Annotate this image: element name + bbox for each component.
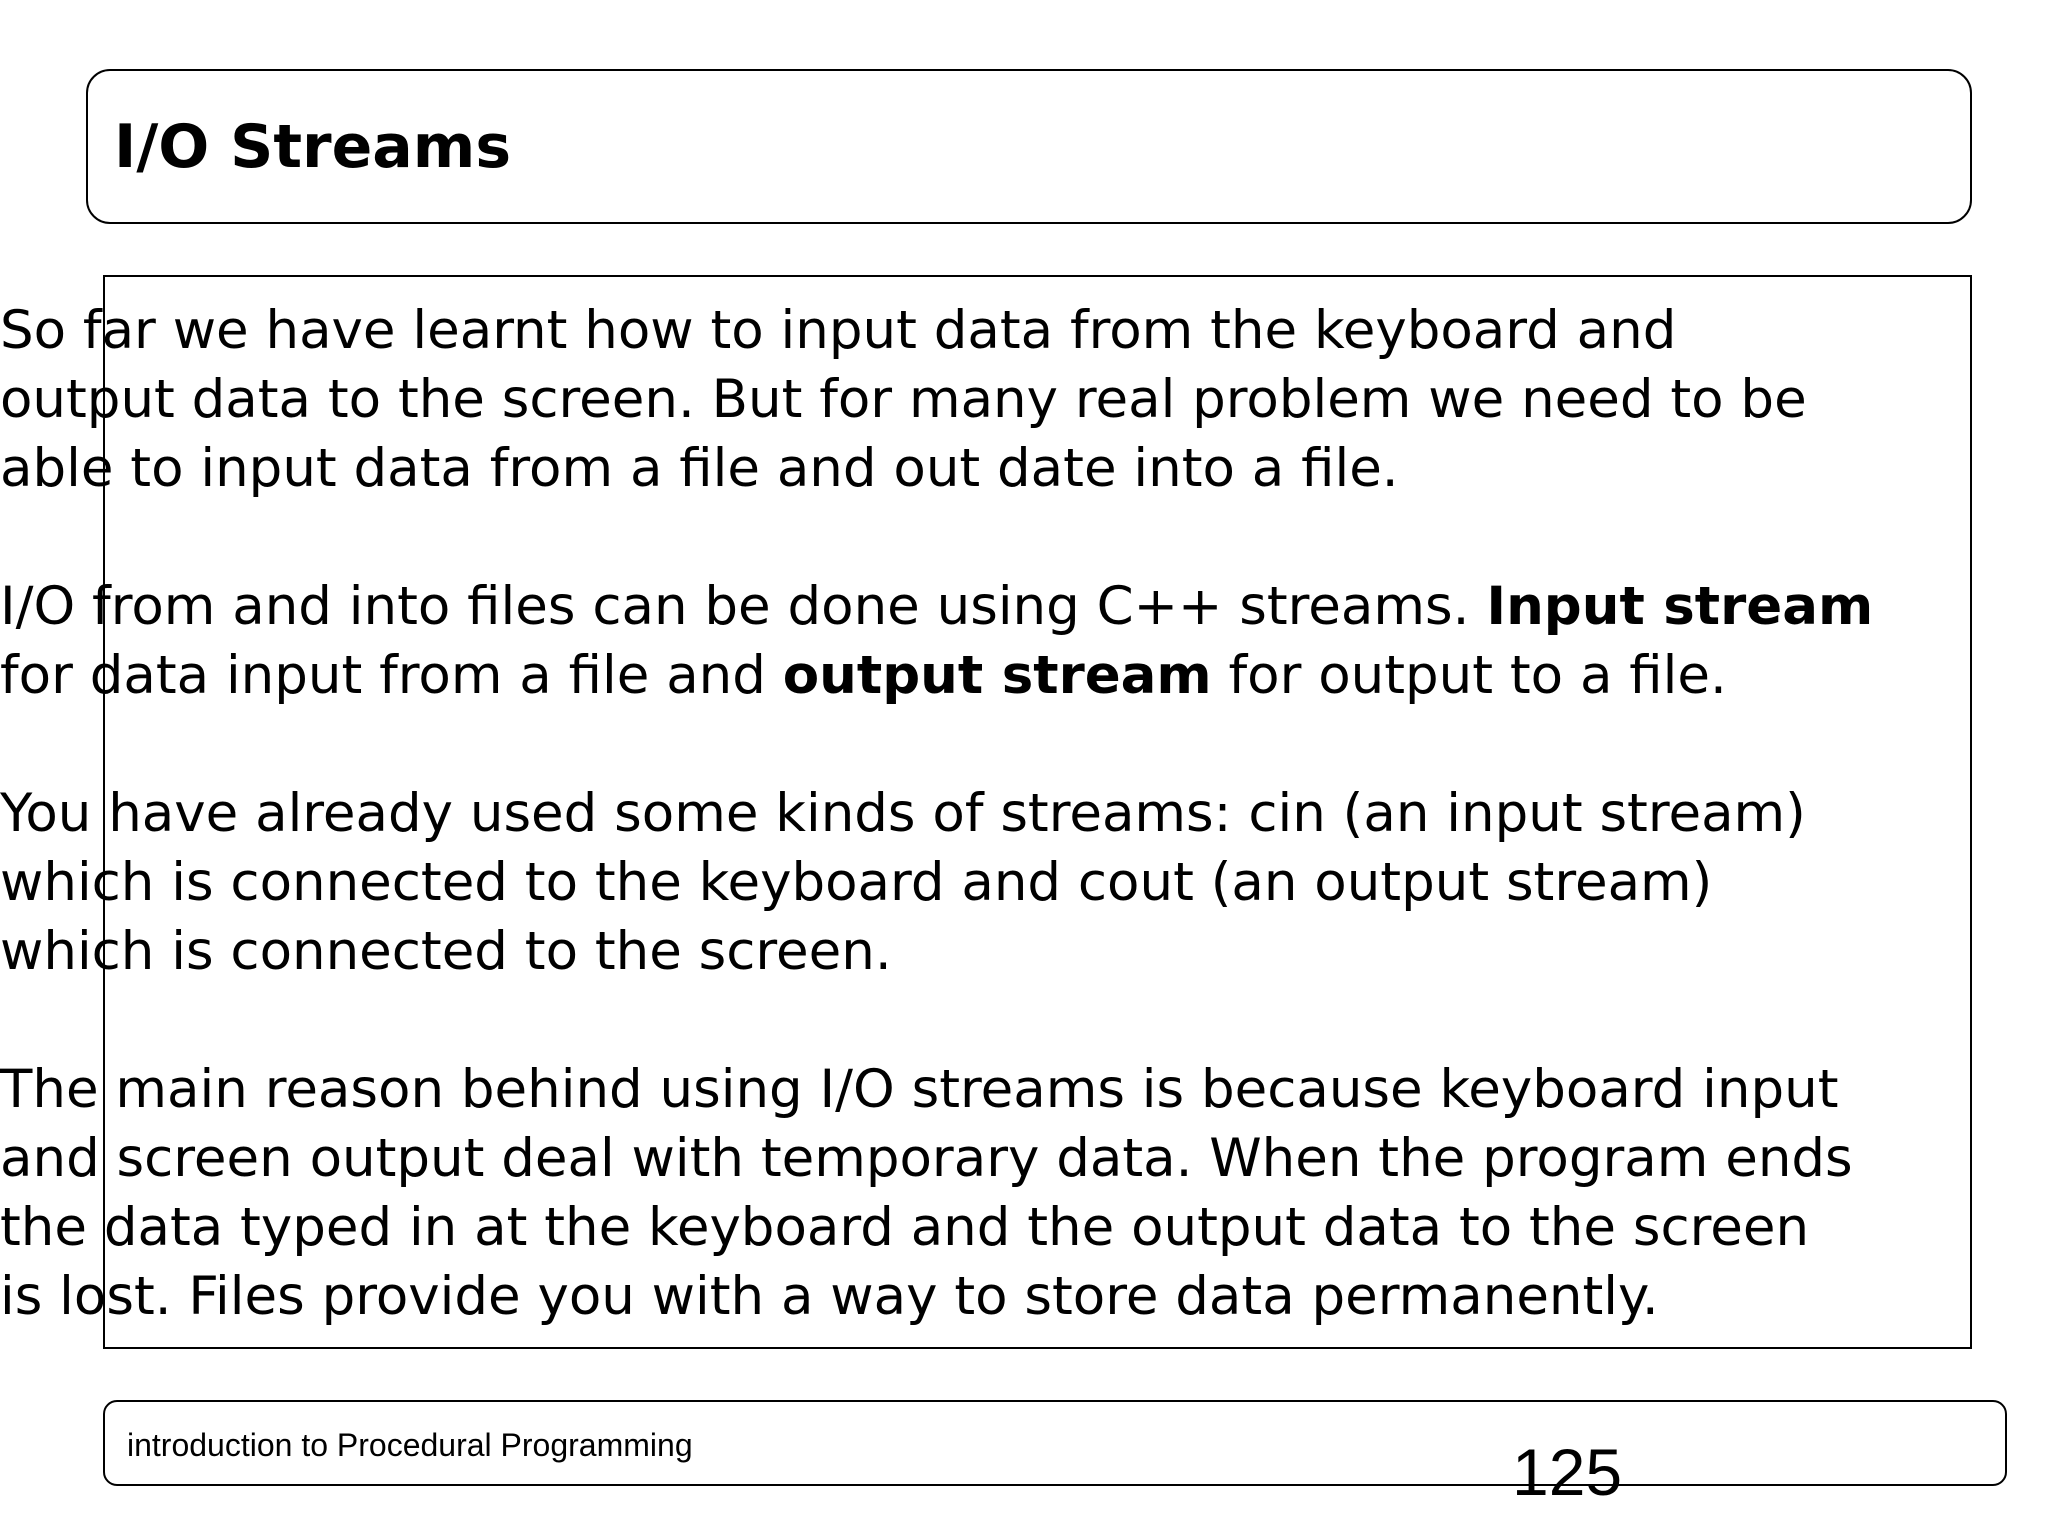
page-number: 125 bbox=[1512, 1435, 1623, 1509]
body-text-run: So far we have learnt how to input data from the keyboard and bbox=[0, 300, 1677, 361]
body-text-run: You have already used some kinds of streams: cin (an input stream) bbox=[0, 783, 1806, 844]
body-paragraph bbox=[0, 572, 1930, 710]
body-text-run: for output to a file. bbox=[1211, 645, 1727, 706]
emphasized-term: Input stream bbox=[1486, 576, 1874, 637]
footer-box bbox=[103, 1400, 2007, 1486]
body-line bbox=[0, 1124, 1930, 1193]
body-line bbox=[0, 1193, 1930, 1262]
body-text-run: is lost. Files provide you with a way to store data permanently. bbox=[0, 1266, 1659, 1327]
body-text-run: which is connected to the screen. bbox=[0, 921, 892, 982]
footer-course-title: introduction to Procedural Programming bbox=[127, 1427, 693, 1463]
body-line bbox=[0, 434, 1930, 503]
body-paragraph bbox=[0, 296, 1930, 503]
body-text-run: The main reason behind using I/O streams is because keyboard input bbox=[0, 1059, 1839, 1120]
body-line bbox=[0, 848, 1930, 917]
body-line bbox=[0, 779, 1930, 848]
title-box bbox=[86, 69, 1972, 224]
body-line bbox=[0, 365, 1930, 434]
body-text-run: I/O from and into files can be done using C++ streams. bbox=[0, 576, 1487, 637]
body-line bbox=[0, 1055, 1930, 1124]
body-text-run: for data input from a file and bbox=[0, 645, 783, 706]
body-paragraph bbox=[0, 1055, 1930, 1331]
body-line bbox=[0, 641, 1930, 710]
body-line bbox=[0, 296, 1930, 365]
body-text-run: and screen output deal with temporary data. When the program ends bbox=[0, 1128, 1853, 1189]
body-text-run: output data to the screen. But for many real problem we need to be bbox=[0, 369, 1807, 430]
body-paragraph bbox=[0, 779, 1930, 986]
emphasized-term: output stream bbox=[782, 645, 1212, 706]
body-line bbox=[0, 917, 1930, 986]
slide-body bbox=[0, 296, 1930, 1331]
body-line bbox=[0, 572, 1930, 641]
body-text-run: which is connected to the keyboard and cout (an output stream) bbox=[0, 852, 1713, 913]
body-text-run: the data typed in at the keyboard and the output data to the screen bbox=[0, 1197, 1810, 1258]
body-text-run: able to input data from a file and out date into a file. bbox=[0, 438, 1399, 499]
body-line bbox=[0, 1262, 1930, 1331]
slide-title: I/O Streams bbox=[114, 112, 512, 182]
